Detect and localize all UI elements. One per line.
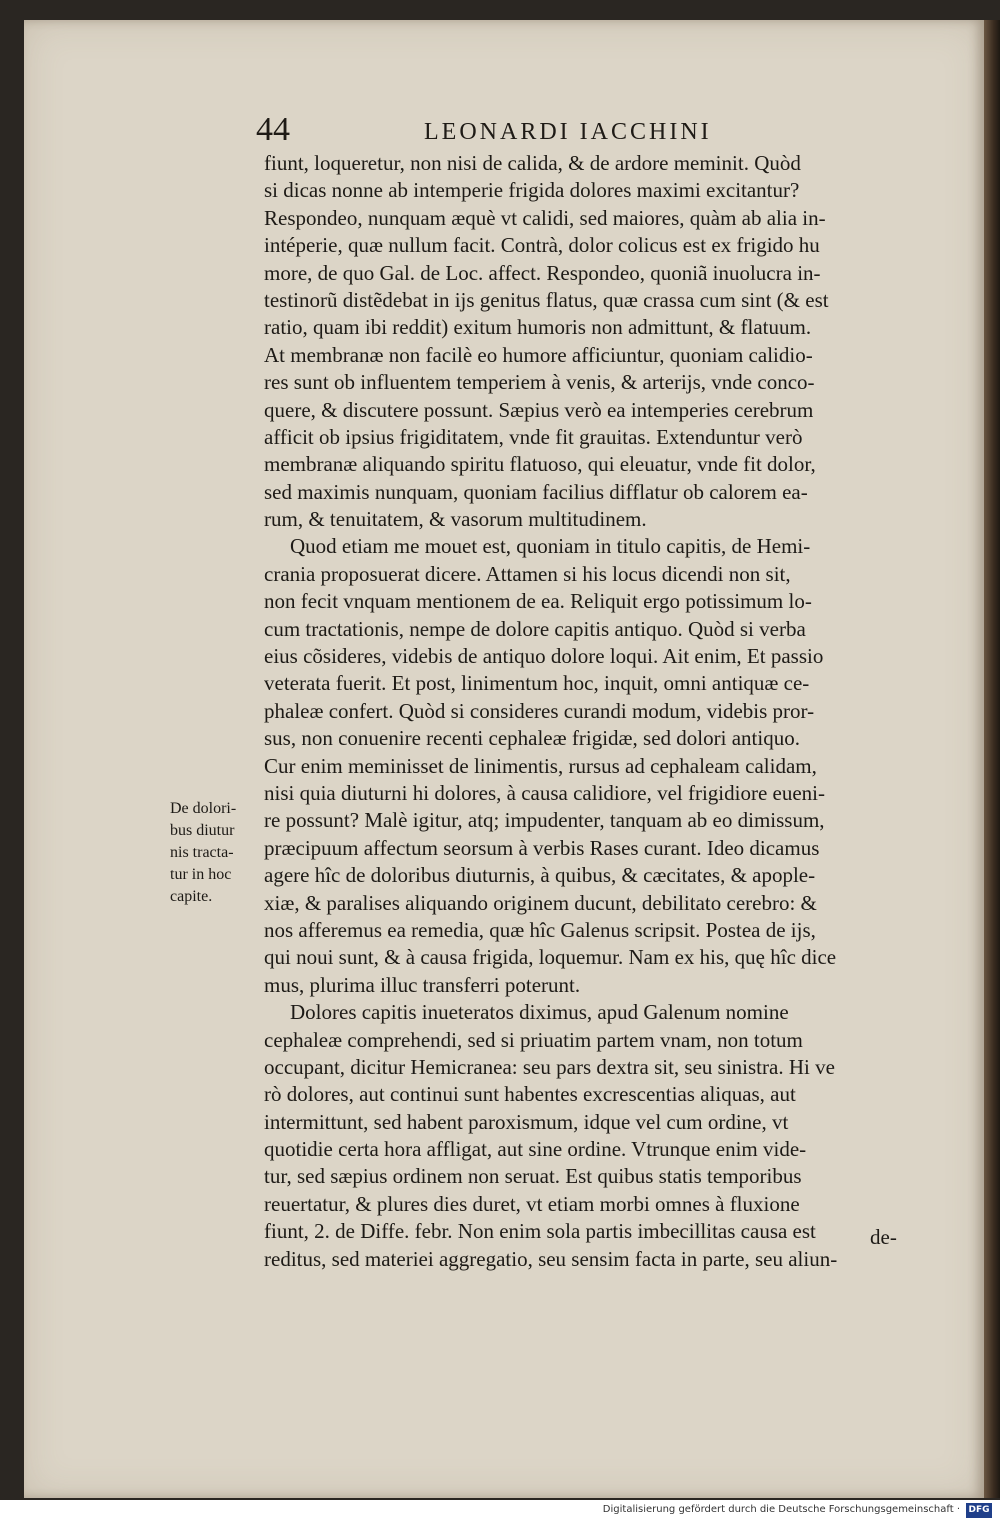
text-line: res sunt ob influentem temperiem à venis, & arterijs, vnde conco-: [264, 370, 815, 395]
text-line: quere, & discutere possunt. Sæpius verò ea intemperies cerebrum: [264, 397, 814, 422]
text-line: veterata fuerit. Et post, linimentum hoc, inquit, omni antiquæ ce-: [264, 671, 810, 696]
text-line: agere hîc de doloribus diuturnis, à quibus, & cæcitates, & apople-: [264, 863, 816, 888]
text-line: testinorũ distẽdebat in ijs genitus flatus, quæ crassa cum sint (& est: [264, 287, 829, 312]
text-line: Dolores capitis inueteratos diximus, apud Galenum nomine: [290, 1000, 789, 1025]
marginal-note-line: De dolori-: [170, 800, 237, 817]
text-line: re possunt? Malè igitur, atq; impudenter, tanquam ab eo dimissum,: [264, 808, 825, 833]
marginal-note: [170, 798, 270, 908]
page-header: [256, 108, 916, 152]
text-line: xiæ, & paralises aliquando originem ducunt, debilitato cerebro: &: [264, 890, 817, 915]
marginal-note-line: capite.: [170, 888, 213, 905]
text-line: rum, & tenuitatem, & vasorum multitudinem.: [264, 507, 647, 532]
text-line: ratio, quam ibi reddit) exitum humoris non admittunt, & flatuum.: [264, 315, 812, 340]
text-line: phaleæ confert. Quòd si consideres curandi modum, videbis pror-: [264, 698, 815, 723]
text-line: non fecit vnquam mentionem de ea. Reliquit ergo potissimum lo-: [264, 589, 812, 614]
text-line: more, de quo Gal. de Loc. affect. Respondeo, quoniã inuolucra in-: [264, 260, 821, 285]
text-line: rò dolores, aut continui sunt habentes excrescentias aliquas, aut: [264, 1082, 796, 1107]
text-line: qui noui sunt, & à causa frigida, loquemur. Nam ex his, quę hîc dice: [264, 945, 837, 970]
footer-bar: [0, 1500, 1000, 1523]
text-line: Respondeo, nunquam æquè vt calidi, sed maiores, quàm ab alia in-: [264, 205, 826, 230]
text-line: sed maximis nunquam, quoniam facilius difflatur ob calorem ea-: [264, 479, 808, 504]
running-title: LEONARDI IACCHINI: [424, 119, 712, 145]
text-line: quotidie certa hora affligat, aut sine ordine. Vtrunque enim vide-: [264, 1137, 807, 1162]
body-text: [264, 150, 914, 1273]
text-line: eius cõsideres, videbis de antiquo dolore loqui. Ait enim, Et passio: [264, 644, 824, 669]
text-line: fiunt, loqueretur, non nisi de calida, & de ardore meminit. Quòd: [264, 151, 801, 175]
footer-credit: Digitalisierung gefördert durch die Deutsche Forschungsgemeinschaft ·: [602, 1504, 960, 1515]
dfg-logo: DFG: [966, 1503, 992, 1518]
marginal-note-line: tur in hoc: [170, 866, 232, 883]
marginal-note-line: nis tracta-: [170, 844, 234, 861]
text-line: reditus, sed materiei aggregatio, seu sensim facta in parte, seu aliun-: [264, 1246, 838, 1271]
text-line: reuertatur, & plures dies duret, vt etiam morbi omnes à fluxione: [264, 1191, 800, 1216]
page-edge: [984, 20, 1000, 1498]
catchword: de-: [870, 1225, 897, 1249]
text-line: si dicas nonne ab intemperie frigida dolores maximi excitantur?: [264, 178, 800, 203]
text-line: Cur enim meminisset de linimentis, rursus ad cephaleam calidam,: [264, 753, 817, 778]
text-line: Quod etiam me mouet est, quoniam in titulo capitis, de Hemi-: [290, 534, 811, 559]
text-line: præcipuum affectum seorsum à verbis Rases curant. Ideo dicamus: [264, 835, 820, 860]
text-line: tur, sed sæpius ordinem non seruat. Est quibus statis temporibus: [264, 1164, 802, 1189]
text-line: mus, plurima illuc transferri poterunt.: [264, 972, 581, 997]
page-number: 44: [256, 111, 290, 148]
text-line: occupant, dicitur Hemicranea: seu pars dextra sit, seu sinistra. Hi ve: [264, 1054, 835, 1079]
text-line: cephaleæ comprehendi, sed si priuatim partem vnam, non totum: [264, 1027, 803, 1052]
text-line: sus, non conuenire recenti cephaleæ frigidæ, sed dolori antiquo.: [264, 726, 800, 751]
text-line: nisi quia diuturni hi dolores, à causa calidiore, vel frigidiore eueni-: [264, 780, 825, 805]
text-line: intermittunt, sed habent paroxismum, idque vel cum ordine, vt: [264, 1109, 789, 1134]
text-line: fiunt, 2. de Diffe. febr. Non enim sola partis imbecillitas causa est: [264, 1219, 816, 1244]
text-line: nos afferemus ea remedia, quæ hîc Galenus scripsit. Postea de ijs,: [264, 917, 816, 942]
text-line: cum tractationis, nempe de dolore capitis antiquo. Quòd si verba: [264, 616, 806, 641]
text-line: At membranæ non facilè eo humore afficiuntur, quoniam calidio-: [264, 342, 813, 367]
text-line: afficit ob ipsius frigiditatem, vnde fit grauitas. Extenduntur verò: [264, 424, 803, 449]
text-line: intéperie, quæ nullum facit. Contrà, dolor colicus est ex frigido hu: [264, 233, 820, 258]
marginal-note-line: bus diutur: [170, 822, 235, 839]
text-line: membranæ aliquando spiritu flatuoso, qui eleuatur, vnde fit dolor,: [264, 452, 816, 477]
text-line: crania proposuerat dicere. Attamen si his locus dicendi non sit,: [264, 561, 791, 586]
